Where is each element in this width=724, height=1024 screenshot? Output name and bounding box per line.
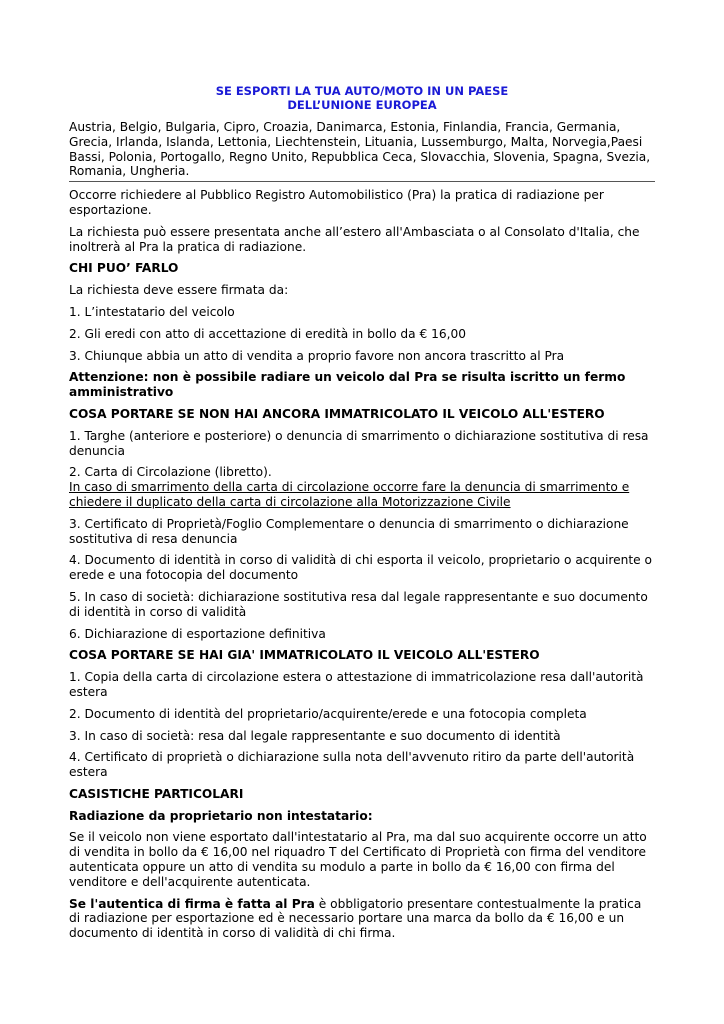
who-lead: La richiesta deve essere firmata da: [69,283,289,298]
intro-paragraph-1: Occorre richiedere al Pubblico Registro Automobilistico (Pra) la pratica di radiazione per esportazione. [69,188,604,217]
not-registered-heading: COSA PORTARE SE NON HAI ANCORA IMMATRICOLATO IL VEICOLO ALL'ESTERO [69,406,605,421]
not-registered-item-6: 6. Dichiarazione di esportazione definitiva [69,626,326,641]
registered-item-2: 2. Documento di identità del proprietario/acquirente/erede e una fotocopia completa [69,706,587,721]
special-final-bold: Se l'autentica di firma è fatta al Pra [69,896,315,911]
special-final-rest: è obbligatorio presentare contestualmente la pratica di radiazione per esportazione ed è necessario portare una marca da bollo da € 16,00 e un documento di identità in corso di validità di chi firma. [69,896,642,941]
special-subheading: Radiazione da proprietario non intestatario: [69,808,373,823]
special-heading: CASISTICHE PARTICOLARI [69,786,244,801]
document-page [69,84,655,941]
not-registered-item-2-block [69,465,655,509]
who-item-2: 2. Gli eredi con atto di accettazione di eredità in bollo da € 16,00 [69,326,467,341]
countries-list: Austria, Belgio, Bulgaria, Cipro, Croazia, Danimarca, Estonia, Finlandia, Francia, Germania, Grecia, Irlanda, Islanda, Lettonia, Liechtenstein, Lituania, Lussemburgo, Malta, Norvegia,Paesi Bassi, Polonia, Portogallo, Regno Unito, Repubblica Ceca, Slovacchia, Slovenia, Spagna, Svezia, Romania, Ungheria. [69,120,651,179]
not-registered-item-3: 3. Certificato di Proprietà/Foglio Complementare o denuncia di smarrimento o dichiarazione sostitutiva di resa denuncia [69,516,629,546]
special-paragraph: Se il veicolo non viene esportato dall'intestatario al Pra, ma dal suo acquirente occorre un atto di vendita in bollo da € 16,00 nel riquadro T del Certificato di Proprietà con firma del venditore autenticata oppure un atto di vendita su modulo a parte in bollo da € 16,00 con firma del venditore e dell'acquirente autenticata. [69,830,647,889]
registered-item-3: 3. In caso di società: resa dal legale rappresentante e suo documento di identità [69,728,561,743]
title-line-2: DELL’UNIONE EUROPEA [287,98,437,112]
intro-paragraph-2: La richiesta può essere presentata anche all’estero all'Ambasciata o al Consolato d'Italia, che inoltrerà al Pra la pratica di radiazione. [69,224,640,254]
not-registered-item-2-note: In caso di smarrimento della carta di circolazione occorre fare la denuncia di smarrimento e chiedere il duplicato della carta di circolazione alla Motorizzazione Civile [69,480,630,509]
who-item-1: 1. L’intestatario del veicolo [69,304,235,319]
divider [69,181,655,182]
who-item-3: 3. Chiunque abbia un atto di vendita a proprio favore non ancora trascritto al Pra [69,348,565,363]
not-registered-item-2: 2. Carta di Circolazione (libretto). [69,465,272,480]
registered-item-4: 4. Certificato di proprietà o dichiarazione sulla nota dell'avvenuto ritiro da parte dell'autorità estera [69,750,635,780]
warning-note: Attenzione: non è possibile radiare un veicolo dal Pra se risulta iscritto un fermo amministrativo [69,370,626,400]
who-heading: CHI PUO’ FARLO [69,261,179,276]
registered-item-1: 1. Copia della carta di circolazione estera o attestazione di immatricolazione resa dall'autorità estera [69,670,644,699]
special-final-paragraph [69,897,655,941]
not-registered-item-1: 1. Targhe (anteriore e posteriore) o denuncia di smarrimento o dichiarazione sostitutiva di resa denuncia [69,428,649,458]
not-registered-item-4: 4. Documento di identità in corso di validità di chi esporta il veicolo, proprietario o acquirente o erede e una fotocopia del documento [69,553,652,583]
not-registered-item-5: 5. In caso di società: dichiarazione sostitutiva resa dal legale rappresentante e suo documento di identità in corso di validità [69,589,648,619]
document-title [69,84,655,112]
title-line-1: SE ESPORTI LA TUA AUTO/MOTO IN UN PAESE [215,84,509,98]
registered-heading: COSA PORTARE SE HAI GIA' IMMATRICOLATO IL VEICOLO ALL'ESTERO [69,648,540,663]
